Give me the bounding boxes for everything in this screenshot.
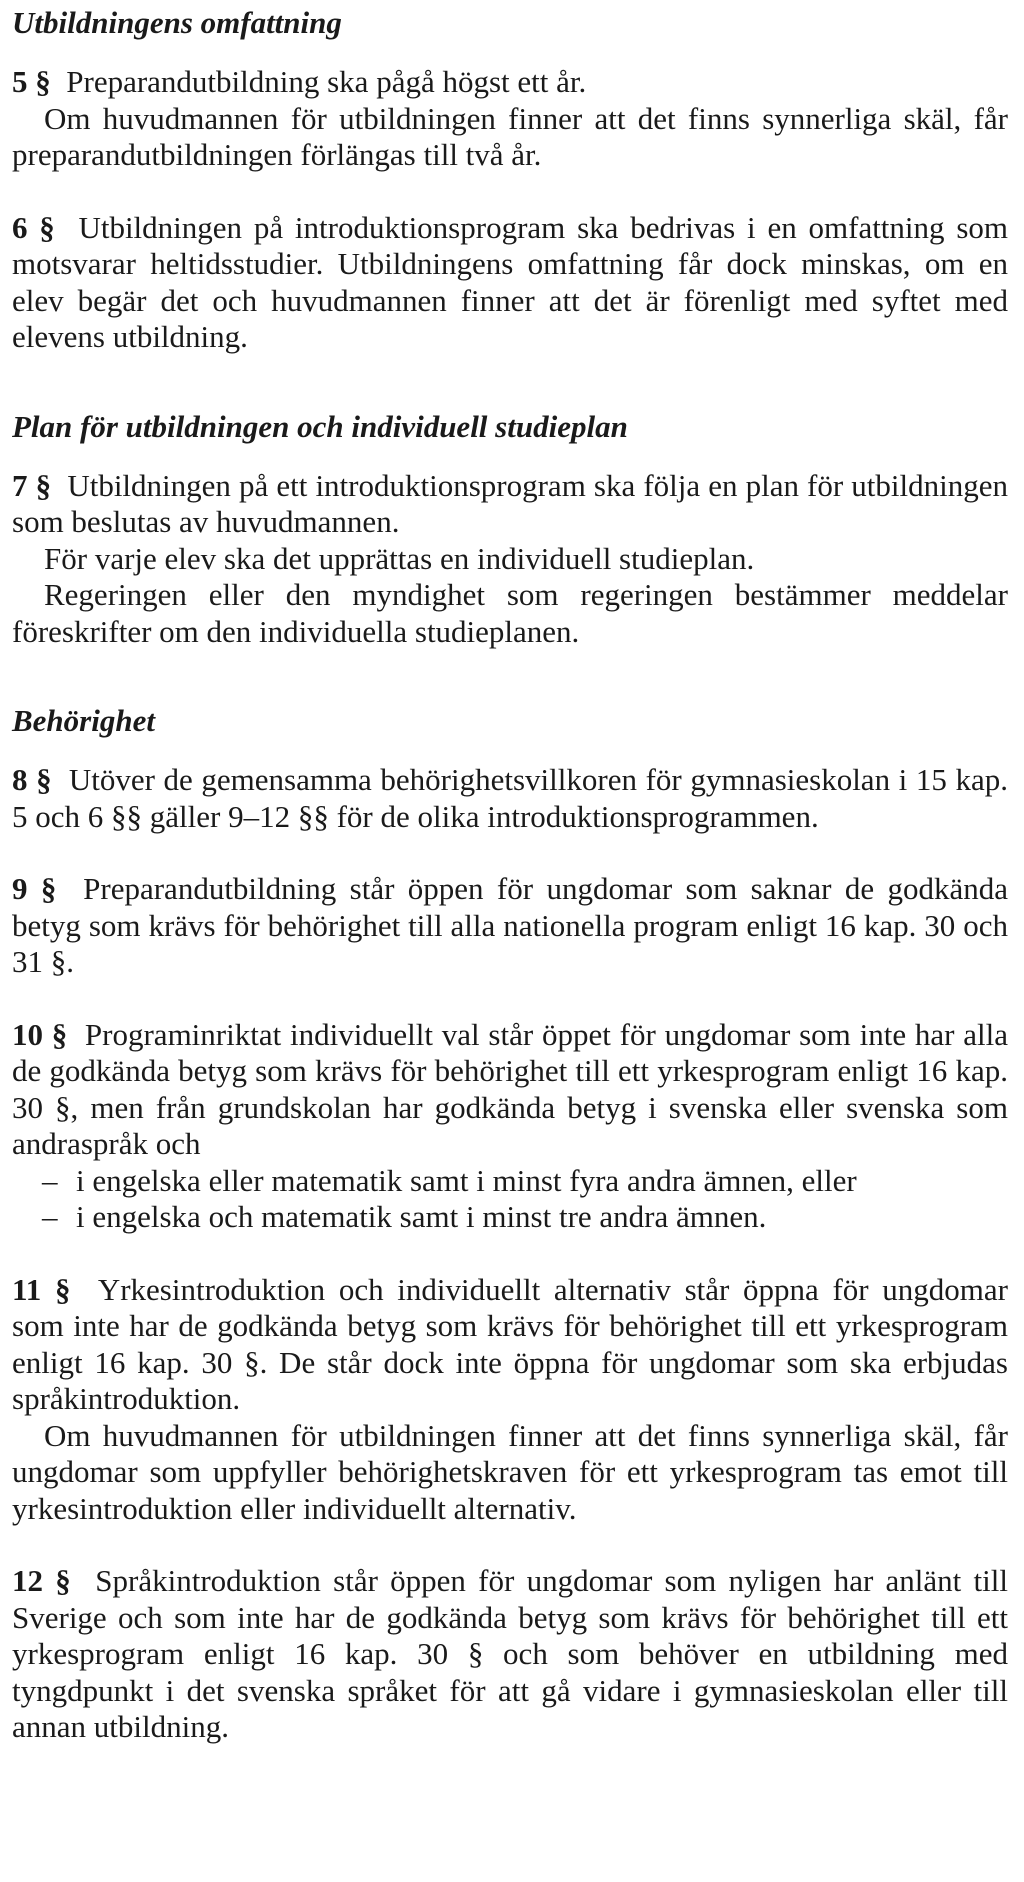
section-heading: Utbildningens omfattning bbox=[12, 5, 342, 40]
paragraph-text: Språkintroduktion står öppen för ungdomar som nyligen har anlänt till Sverige och som inte har de godkända betyg som krävs för behörighet till ett yrkesprogram enligt 16 kap. 30 § och som behöver en utbildning med tyngdpunkt i det svenska språket för att gå vidare i gymnasieskolan eller till annan utbildning. bbox=[12, 1563, 1008, 1744]
paragraph-number: 7 § bbox=[12, 467, 52, 503]
paragraph-text: Yrkesintroduktion och individuellt alternativ står öppna för ungdomar som inte har de godkända betyg som krävs för behörighet till ett yrkesprogram enligt 16 kap. 30 §. De står dock inte öppna för ungdomar som ska erbjudas språkintroduktion. bbox=[12, 1271, 1008, 1416]
paragraph-12 bbox=[12, 1563, 1008, 1746]
paragraph-text: Utöver de gemensamma behörighetsvillkoren för gymnasieskolan i 15 kap. 5 och 6 §§ gäller 9–12 §§ för de olika introduktionsprogrammen. bbox=[12, 762, 1009, 834]
paragraph-number: 12 § bbox=[12, 1563, 71, 1598]
dash-bullet: – bbox=[42, 1199, 58, 1234]
paragraph-7 bbox=[12, 468, 1008, 541]
paragraph-number: 10 § bbox=[12, 1016, 68, 1052]
paragraph-8 bbox=[12, 762, 1008, 835]
section-heading: Plan för utbildningen och individuell studieplan bbox=[12, 408, 628, 444]
paragraph-number: 6 § bbox=[12, 209, 55, 245]
paragraph-text: Preparandutbildning ska pågå högst ett år. bbox=[66, 64, 587, 99]
list-item bbox=[12, 1163, 1008, 1200]
paragraph-6 bbox=[12, 210, 1008, 356]
list-item-text: i engelska och matematik samt i minst tre andra ämnen. bbox=[76, 1199, 767, 1234]
paragraph-continuation: Regeringen eller den myndighet som regeringen bestämmer meddelar föreskrifter om den individuella studieplanen. bbox=[12, 577, 1008, 649]
paragraph-11 bbox=[12, 1272, 1008, 1418]
paragraph-continuation: Om huvudmannen för utbildningen finner att det finns synnerliga skäl, får preparandutbildningen förlängas till två år. bbox=[12, 100, 1008, 172]
section-heading: Behörighet bbox=[12, 703, 155, 738]
paragraph-continuation: Om huvudmannen för utbildningen finner att det finns synnerliga skäl, får ungdomar som uppfyller behörighetskraven för ett yrkesprogram tas emot till yrkesintroduktion eller individuellt alternativ. bbox=[12, 1417, 1008, 1526]
paragraph-text: Utbildningen på ett introduktionsprogram ska följa en plan för utbildningen som beslutas av huvudmannen. bbox=[12, 467, 1009, 539]
paragraph-number: 8 § bbox=[12, 762, 52, 797]
paragraph-text: Programinriktat individuellt val står öppet för ungdomar som inte har alla de godkända betyg som krävs för behörighet till ett yrkesprogram enligt 16 kap. 30 §, men från grundskolan har godkända betyg i svenska eller svenska som andraspråk och bbox=[12, 1016, 1009, 1161]
document-page bbox=[12, 4, 1008, 1746]
paragraph-number: 11 § bbox=[12, 1271, 71, 1307]
paragraph-text: Preparandutbildning står öppen för ungdomar som saknar de godkända betyg som krävs för behörighet till alla nationella program enligt 16 kap. 30 och 31 §. bbox=[12, 871, 1009, 979]
paragraph-text: Utbildningen på introduktionsprogram ska bedrivas i en omfattning som motsvarar heltidsstudier. Utbildningens omfattning får dock minskas, om en elev begär det och huvudmannen finner att det är förenligt med syftet med elevens utbildning. bbox=[12, 209, 1009, 354]
paragraph-10 bbox=[12, 1017, 1008, 1163]
paragraph-5 bbox=[12, 64, 1008, 101]
paragraph-number: 5 § bbox=[12, 64, 51, 99]
paragraph-continuation: För varje elev ska det upprättas en individuell studieplan. bbox=[44, 540, 755, 576]
dash-bullet: – bbox=[42, 1162, 58, 1198]
list-item-text: i engelska eller matematik samt i minst fyra andra ämnen, eller bbox=[76, 1162, 857, 1198]
paragraph-9 bbox=[12, 871, 1008, 981]
list-item bbox=[12, 1199, 1008, 1236]
paragraph-number: 9 § bbox=[12, 871, 57, 906]
